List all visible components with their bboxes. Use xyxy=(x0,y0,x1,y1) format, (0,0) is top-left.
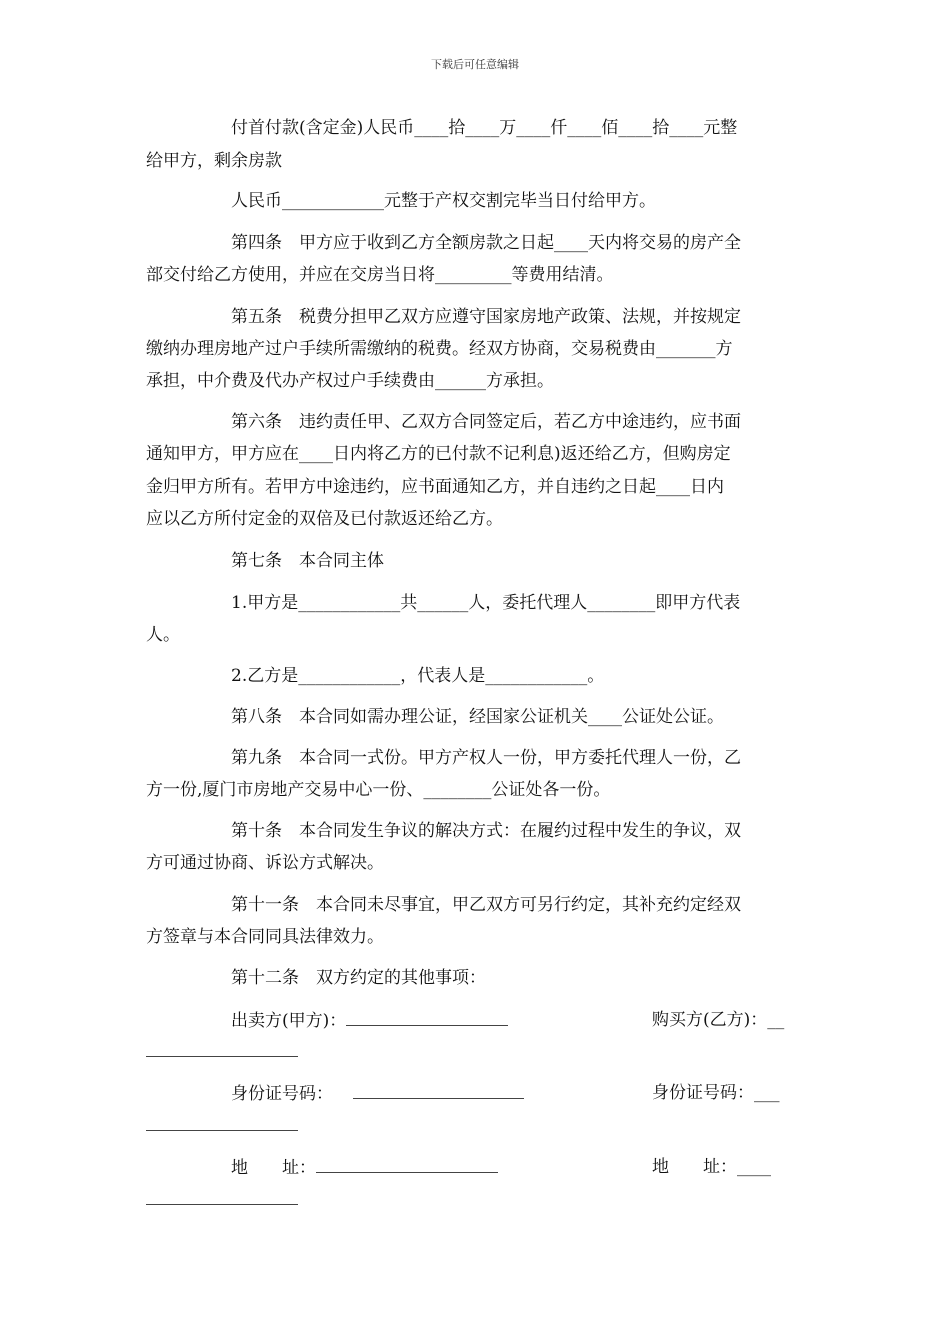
paragraph-line: 第十一条 本合同未尽事宜，甲乙双方可另行约定，其补充约定经双 xyxy=(231,895,741,915)
buyer-id-blank xyxy=(146,1114,298,1131)
paragraph-line: 付首付款(含定金)人民币____拾____万____仟____佰____拾____元整 xyxy=(231,118,738,138)
seller-label: 出卖方(甲方)： xyxy=(231,1011,347,1031)
buyer-address-blank-row xyxy=(146,1188,298,1211)
buyer-address-label: 地 址：____ xyxy=(652,1157,771,1177)
seller-signature-blank xyxy=(346,1009,508,1026)
buyer-id-blank-row xyxy=(146,1114,298,1137)
seller-signature-line xyxy=(231,1009,531,1032)
paragraph-line: 方可通过协商、诉讼方式解决。 xyxy=(146,853,384,873)
seller-address-line xyxy=(231,1156,531,1179)
paragraph-line: 第四条 甲方应于收到乙方全额房款之日起____天内将交易的房产全 xyxy=(231,233,741,253)
paragraph-line: 方一份,厦门市房地产交易中心一份、________公证处各一份。 xyxy=(146,780,611,800)
paragraph-line: 第五条 税费分担甲乙双方应遵守国家房地产政策、法规，并按规定 xyxy=(231,307,741,327)
paragraph-line: 缴纳办理房地产过户手续所需缴纳的税费。经双方协商，交易税费由_______方 xyxy=(146,339,733,359)
paragraph-line: 第七条 本合同主体 xyxy=(231,551,384,571)
seller-id-line xyxy=(231,1082,531,1105)
paragraph-line: 应以乙方所付定金的双倍及已付款返还给乙方。 xyxy=(146,509,503,529)
paragraph-line: 方签章与本合同同具法律效力。 xyxy=(146,927,384,947)
buyer-signature-blank-row xyxy=(146,1040,298,1063)
paragraph-line: 金归甲方所有。若甲方中途违约，应书面通知乙方，并自违约之日起____日内 xyxy=(146,477,724,497)
paragraph-line: 承担，中介费及代办产权过户手续费由______方承担。 xyxy=(146,371,554,391)
paragraph-line: 通知甲方，甲方应在____日内将乙方的已付款不记利息)返还给乙方，但购房定 xyxy=(146,444,731,464)
seller-address-blank xyxy=(316,1156,498,1173)
seller-address-label: 地 址： xyxy=(231,1158,316,1178)
paragraph-line: 第八条 本合同如需办理公证，经国家公证机关____公证处公证。 xyxy=(231,707,724,727)
paragraph-line: 人民币____________元整于产权交割完毕当日付给甲方。 xyxy=(231,191,656,211)
paragraph-line: 第十条 本合同发生争议的解决方式：在履约过程中发生的争议，双 xyxy=(231,821,741,841)
buyer-address-blank xyxy=(146,1188,298,1205)
page-header: 下载后可任意编辑 xyxy=(431,58,519,71)
paragraph-line: 第六条 违约责任甲、乙双方合同签定后，若乙方中途违约，应书面 xyxy=(231,412,741,432)
paragraph-line: 1.甲方是____________共______人，委托代理人________即甲方代表 xyxy=(231,593,741,613)
paragraph-line: 第九条 本合同一式份。甲方产权人一份，甲方委托代理人一份，乙 xyxy=(231,748,741,768)
paragraph-line: 部交付给乙方使用，并应在交房当日将_________等费用结清。 xyxy=(146,265,614,285)
paragraph-line: 2.乙方是____________，代表人是____________。 xyxy=(231,666,605,686)
buyer-label: 购买方(乙方)：__ xyxy=(652,1010,785,1030)
buyer-id-label: 身份证号码：___ xyxy=(652,1083,780,1103)
paragraph-line: 第十二条 双方约定的其他事项： xyxy=(231,968,486,988)
paragraph-line: 人。 xyxy=(146,625,180,645)
seller-id-label: 身份证号码： xyxy=(231,1084,333,1104)
paragraph-line: 给甲方，剩余房款 xyxy=(146,151,282,171)
buyer-signature-blank xyxy=(146,1040,298,1057)
seller-id-blank xyxy=(353,1082,524,1099)
